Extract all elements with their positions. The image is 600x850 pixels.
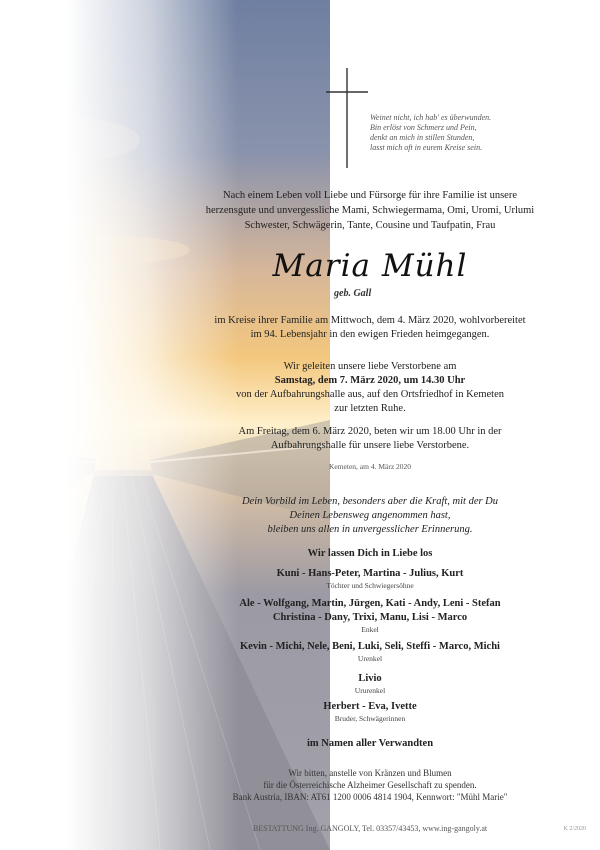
quote-line: denkt an mich in stillen Stunden, [370,133,475,142]
intro-line: Nach einem Leben voll Liebe und Fürsorge für ihre Familie ist unsere [222,190,517,201]
family-children [160,567,580,591]
family-role: Ururenkel [354,686,386,695]
poem-line: bleiben uns allen in unvergesslicher Erinnerung. [267,524,473,535]
poem-line: Dein Vorbild im Leben, besonders aber die Kraft, mit der Du [241,496,499,507]
intro-line: Schwester, Schwägerin, Tante, Cousine und Taufpatin, Frau [244,220,496,231]
birth-name: geb. Gall [334,288,372,299]
cross-icon [326,68,368,168]
family-names: Kevin - Michi, Nele, Beni, Luki, Seli, Steffi - Marco, Michi [240,641,500,652]
donation-line: Bank Austria, IBAN: AT61 1200 0006 4814 1904, Kennwort: "Mühl Marie" [232,792,508,802]
family-names: Christina - Dany, Trixi, Manu, Lisi - Marco [272,612,468,623]
donation-line: für die Österreichische Alzheimer Gesellschaft zu spenden. [263,780,477,790]
family-grandchildren [160,597,580,635]
quote-line: Weinet nicht, ich hab' es überwunden. [370,113,492,122]
family-role: Urenkel [357,654,383,663]
deceased-name: Maria Mühl [272,248,468,284]
poem-line: Deinen Lebensweg angenommen hast, [289,510,451,521]
death-line: im 94. Lebensjahr in den ewigen Frieden heimgegangen. [250,329,490,340]
death-line: im Kreise ihrer Familie am Mittwoch, dem 4. März 2020, wohlvorbereitet [214,315,526,326]
funeral-line: Wir geleiten unsere liebe Verstorbene am [283,361,457,372]
family-heading: Wir lassen Dich in Liebe los [307,548,433,559]
family-great-grandchildren [160,640,580,664]
funeral-details [160,360,580,416]
family-role: Töchter und Schwiegersöhne [326,581,414,590]
intro-line: herzensgute und unvergessliche Mami, Schwiegermama, Omi, Uromi, Urlumi [205,205,535,216]
funeral-line: von der Aufbahrungshalle aus, auf den Ortsfriedhof in Kemeten [236,389,504,400]
intro-text [160,188,580,233]
prayer-line: Am Freitag, dem 6. März 2020, beten wir um 18.00 Uhr in der [238,426,502,437]
family-relatives: im Namen aller Verwandten [306,738,434,749]
memorial-quote [370,113,570,153]
quote-line: lasst mich oft in eurem Kreise sein. [370,143,483,152]
family-names: Livio [358,673,382,684]
donation-line: Wir bitten, anstelle von Kränzen und Blumen [288,768,452,778]
tribute-poem [160,495,580,537]
family-siblings [160,700,580,724]
death-notice [160,314,580,342]
place-date: Kemeten, am 4. März 2020 [328,462,412,471]
family-names: Herbert - Eva, Ivette [323,701,417,712]
family-great-great [160,672,580,696]
family-role: Enkel [361,625,379,634]
family-names: Ale - Wolfgang, Martin, Jürgen, Kati - Andy, Leni - Stefan [239,598,501,609]
funeral-home-footer: BESTATTUNG Ing. GANGOLY, Tel. 03357/43453, www.ing-gangoly.at [252,824,488,833]
funeral-date: Samstag, dem 7. März 2020, um 14.30 Uhr [274,375,466,386]
prayer-line: Aufbahrungshalle für unsere liebe Verstorbene. [270,440,470,451]
prayer-notice [160,425,580,453]
quote-line: Bin erlöst von Schmerz und Pein, [370,123,477,132]
funeral-line: zur letzten Ruhe. [334,403,406,414]
family-role: Bruder, Schwägerinnen [334,714,406,723]
corner-code: K 2/2020 [563,826,586,832]
donation-request [160,767,580,803]
family-names: Kuni - Hans-Peter, Martina - Julius, Kurt [276,568,464,579]
